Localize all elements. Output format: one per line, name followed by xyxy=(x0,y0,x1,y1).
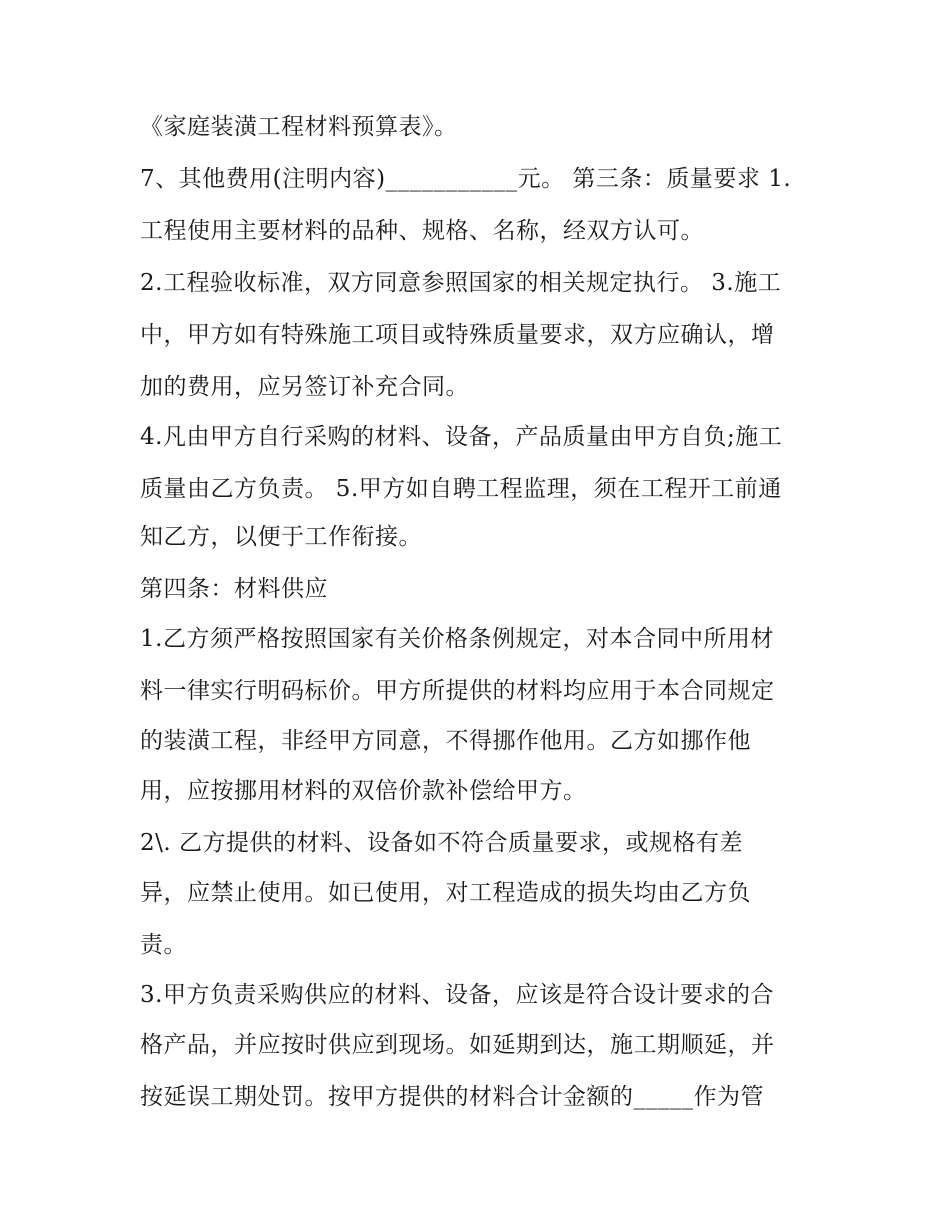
text-line: 1.乙方须严格按照国家有关价格条例规定，对本合同中所用材 xyxy=(140,626,774,652)
text-line: 格产品，并应按时供应到现场。如延期到达，施工期顺延，并 xyxy=(140,1032,775,1058)
text-line: 《家庭装潢工程材料预算表》。 xyxy=(140,114,458,140)
text-line: 加的费用，应另签订补充合同。 xyxy=(140,374,469,400)
text-line: 2.工程验收标准，双方同意参照国家的相关规定执行。 3.施工 xyxy=(140,270,782,296)
text-line: 工程使用主要材料的品种、规格、名称，经双方认可。 xyxy=(140,218,704,244)
text-line: 的装潢工程，非经甲方同意，不得挪作他用。乙方如挪作他 xyxy=(140,728,751,754)
text-line: 7、其他费用(注明内容)___________元。 第三条：质量要求 1. xyxy=(140,166,792,192)
text-line: 中，甲方如有特殊施工项目或特殊质量要求，双方应确认，增 xyxy=(140,322,775,348)
text-line: 料一律实行明码标价。甲方所提供的材料均应用于本合同规定 xyxy=(140,678,775,704)
text-line: 知乙方，以便于工作衔接。 xyxy=(140,524,422,550)
text-line: 异，应禁止使用。如已使用，对工程造成的损失均由乙方负 xyxy=(140,880,751,906)
text-line: 责。 xyxy=(140,932,187,958)
text-line: 2\. 乙方提供的材料、设备如不符合质量要求，或规格有差 xyxy=(140,830,744,856)
section-heading: 第四条：材料供应 xyxy=(140,576,328,602)
text-line: 用，应按挪用材料的双倍价款补偿给甲方。 xyxy=(140,778,587,804)
text-line: 按延误工期处罚。按甲方提供的材料合计金额的_____作为管 xyxy=(140,1084,764,1110)
text-line: 质量由乙方负责。 5.甲方如自聘工程监理，须在工程开工前通 xyxy=(140,476,782,502)
text-line: 4.凡由甲方自行采购的材料、设备，产品质量由甲方自负;施工 xyxy=(140,424,783,450)
text-line: 3.甲方负责采购供应的材料、设备，应该是符合设计要求的合 xyxy=(140,982,774,1008)
